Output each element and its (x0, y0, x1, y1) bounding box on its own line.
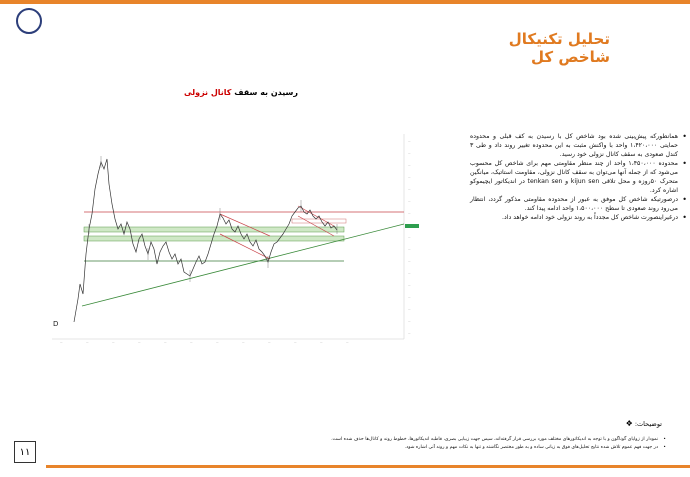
page-title (410, 30, 610, 66)
svg-text:—: — (112, 341, 115, 344)
page-number: ۱۱ (14, 441, 36, 463)
svg-text:—: — (164, 341, 167, 344)
chart-title-prefix: رسیدن به سقف (234, 88, 299, 97)
svg-text:—: — (216, 341, 219, 344)
title-line-2: شاخص کل (531, 48, 610, 66)
bottom-accent-bar (46, 465, 690, 468)
svg-text:—: — (408, 188, 411, 191)
svg-text:—: — (294, 341, 297, 344)
svg-text:—: — (408, 308, 411, 311)
company-logo (12, 8, 48, 48)
notes-heading (626, 419, 662, 428)
notes-list (200, 436, 666, 452)
chart-corner-label: D (53, 320, 59, 328)
svg-text:—: — (408, 200, 411, 203)
svg-text:—: — (408, 284, 411, 287)
svg-text:—: — (408, 260, 411, 263)
current-price-marker (405, 224, 419, 228)
svg-text:—: — (86, 341, 89, 344)
svg-text:—: — (408, 152, 411, 155)
svg-text:—: — (408, 296, 411, 299)
chart-title (184, 88, 299, 97)
svg-text:—: — (408, 248, 411, 251)
notes-heading-text: توضیحات: (634, 420, 662, 428)
chart-title-highlight: کانال نزولی (184, 88, 232, 97)
svg-text:—: — (268, 341, 271, 344)
svg-text:—: — (138, 341, 141, 344)
svg-text:—: — (60, 341, 63, 344)
bullet-item: • همانطورکه پیش‌بینی شده بود شاخص کل با رسیدن به کف قبلی و محدوده حمایتی ۱،۴۲۰،۰۰۰ واحد با واکنش مثبت به این محدوده تغییر روند داد و طی ۳ کندل صعودی به سقف کانال نزولی خود رسید. (470, 132, 678, 159)
top-accent-bar (0, 0, 690, 4)
svg-text:—: — (408, 212, 411, 215)
svg-text:—: — (408, 236, 411, 239)
svg-text:—: — (408, 164, 411, 167)
note-item: • نمودار از زوایای گوناگون و با توجه به اندیکاتورهای مختلف مورد بررسی قرار گرفته‌اند، سپس جهت زیبایی بصری، قاطبه اندیکاتورها، خطوط روند و کانال‌ها حذف شده است. (200, 436, 658, 444)
bullet-item: • درصورتیکه شاخص کل موفق به عبور از محدوده مقاومتی مذکور گردد، انتظار می‌رود روند صعودی تا سطح ۱،۵۰۰،۰۰۰ واحد ادامه پیدا کند. (470, 195, 678, 213)
svg-text:—: — (408, 140, 411, 143)
note-item: • در جهت فهم عموم تلاش شده نتایج تحلیل‌های فوق به زبانی ساده و به طور مختصر نگاشته و تنها به نکات مهم و روند آتی اشاره شود. (200, 444, 658, 452)
logo-emblem (16, 8, 42, 34)
bullet-item: • محدوده ۱،۴۵۰،۰۰۰ واحد از چند منظر مقاومتی مهم برای شاخص کل محسوب می‌شود که از جمله آنها می‌توان به سقف کانال نزولی، مقاومت استاتیک، میانگین متحرک ۵۰روزه و محل تلاقی kijun sen و tenkan sen در اندیکاتور ایچیموکو اشاره کرد. (470, 159, 678, 195)
support-zone-lower (84, 236, 344, 241)
svg-text:—: — (346, 341, 349, 344)
bullet-item: • درغیراینصورت شاخص کل مجدداً به روند نزولی خود ادامه خواهد داد. (470, 213, 678, 222)
price-chart (52, 134, 424, 344)
svg-text:—: — (408, 176, 411, 179)
analysis-bullets (470, 132, 688, 222)
svg-text:—: — (408, 320, 411, 323)
svg-text:—: — (190, 341, 193, 344)
svg-text:—: — (408, 332, 411, 335)
title-line-1: تحلیل تکنیکال (508, 30, 610, 48)
svg-text:—: — (242, 341, 245, 344)
diamond-icon: ❖ (625, 419, 633, 428)
svg-text:—: — (408, 272, 411, 275)
svg-text:—: — (320, 341, 323, 344)
